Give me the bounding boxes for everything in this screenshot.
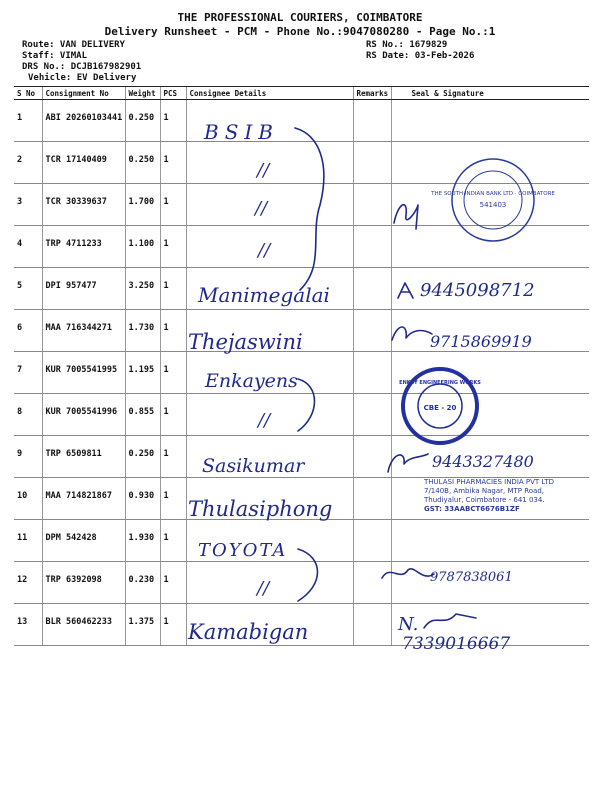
cell-pcs: 1 bbox=[160, 478, 186, 520]
cell-pcs: 1 bbox=[160, 352, 186, 394]
cell-pcs: 1 bbox=[160, 268, 186, 310]
cell-remarks bbox=[353, 184, 391, 226]
bank-seal-icon bbox=[431, 155, 555, 245]
handwritten-thejaswini: Thejaswini bbox=[188, 330, 303, 354]
handwritten-ditto: // bbox=[257, 160, 270, 181]
cell-sno: 9 bbox=[14, 436, 42, 478]
seal-enkey-name: ENKEY ENGINEERING WORKS bbox=[399, 380, 481, 386]
cell-sno: 2 bbox=[14, 142, 42, 184]
signature-icon bbox=[388, 193, 428, 233]
cell-pcs: 1 bbox=[160, 100, 186, 142]
signature-icon bbox=[384, 448, 432, 478]
cell-consignment: KUR 7005541995 bbox=[42, 352, 125, 394]
cell-sno: 5 bbox=[14, 268, 42, 310]
stamp-line-2: 7/140B, Ambika Nagar, MTP Road, bbox=[424, 487, 545, 495]
col-consignee: Consignee Details bbox=[186, 87, 353, 100]
cell-sno: 12 bbox=[14, 562, 42, 604]
cell-signature bbox=[391, 520, 589, 562]
cell-sno: 7 bbox=[14, 352, 42, 394]
cell-consignment: BLR 560462233 bbox=[42, 604, 125, 646]
stamp-line-3: Thudiyalur, Coimbatore - 641 034. bbox=[424, 496, 545, 504]
route-label: Route: VAN DELIVERY bbox=[22, 40, 125, 50]
cell-remarks bbox=[353, 310, 391, 352]
cell-weight: 0.250 bbox=[125, 142, 160, 184]
cell-consignment: TCR 17140409 bbox=[42, 142, 125, 184]
handwritten-phone-2: 9715869919 bbox=[430, 332, 532, 351]
handwritten-ditto: // bbox=[255, 198, 268, 219]
cell-weight: 1.375 bbox=[125, 604, 160, 646]
handwritten-phone-5: 7339016667 bbox=[402, 634, 511, 654]
pharmacy-stamp bbox=[424, 478, 564, 514]
cell-weight: 1.930 bbox=[125, 520, 160, 562]
signature-icon bbox=[378, 560, 438, 590]
ditto-brace-icon bbox=[290, 545, 340, 605]
cell-sno: 1 bbox=[14, 100, 42, 142]
handwritten-bsib: BSIB bbox=[204, 120, 279, 144]
enkey-seal-icon bbox=[400, 366, 480, 446]
staff-label: Staff: VIMAL bbox=[22, 51, 88, 61]
handwritten-ditto: // bbox=[258, 240, 271, 261]
handwritten-manimegalai: Manimegalai bbox=[198, 283, 330, 307]
cell-pcs: 1 bbox=[160, 394, 186, 436]
handwritten-toyota: TOYOTA bbox=[198, 540, 288, 561]
cell-weight: 1.730 bbox=[125, 310, 160, 352]
cell-weight: 0.250 bbox=[125, 436, 160, 478]
cell-consignment: KUR 7005541996 bbox=[42, 394, 125, 436]
handwritten-sasikumar: Sasikumar bbox=[202, 455, 305, 477]
stamp-line-1: THULASI PHARMACIES INDIA PVT LTD bbox=[424, 478, 555, 486]
col-seal-signature: Seal & Signature bbox=[391, 87, 589, 100]
handwritten-thulasiphong: Thulasiphong bbox=[188, 497, 333, 521]
handwritten-kamabigan: Kamabigan bbox=[188, 620, 309, 644]
cell-consignment: DPM 542428 bbox=[42, 520, 125, 562]
cell-consignment: TRP 6509811 bbox=[42, 436, 125, 478]
cell-remarks bbox=[353, 268, 391, 310]
cell-pcs: 1 bbox=[160, 436, 186, 478]
handwritten-ditto: // bbox=[257, 578, 270, 599]
cell-consignment: MAA 716344271 bbox=[42, 310, 125, 352]
cell-remarks bbox=[353, 226, 391, 268]
handwritten-phone-1: 9445098712 bbox=[420, 280, 535, 301]
cell-weight: 0.855 bbox=[125, 394, 160, 436]
cell-remarks bbox=[353, 394, 391, 436]
handwritten-phone-4: 9787838061 bbox=[430, 570, 513, 585]
col-consignment: Consignment No bbox=[42, 87, 125, 100]
cell-sno: 10 bbox=[14, 478, 42, 520]
cell-pcs: 1 bbox=[160, 310, 186, 352]
seal-enkey-code: CBE - 20 bbox=[423, 404, 457, 412]
seal-bank-code: 541403 bbox=[479, 201, 507, 209]
cell-sno: 6 bbox=[14, 310, 42, 352]
cell-remarks bbox=[353, 604, 391, 646]
cell-pcs: 1 bbox=[160, 520, 186, 562]
cell-pcs: 1 bbox=[160, 184, 186, 226]
col-sno: S No bbox=[14, 87, 42, 100]
table-header-row bbox=[14, 87, 589, 100]
cell-sno: 3 bbox=[14, 184, 42, 226]
cell-weight: 3.250 bbox=[125, 268, 160, 310]
cell-sno: 8 bbox=[14, 394, 42, 436]
seal-bank-name: THE SOUTH INDIAN BANK LTD · COIMBATORE bbox=[431, 191, 555, 197]
cell-sno: 13 bbox=[14, 604, 42, 646]
signature-icon bbox=[395, 280, 417, 302]
cell-consignment: MAA 714821867 bbox=[42, 478, 125, 520]
cell-remarks bbox=[353, 100, 391, 142]
cell-remarks bbox=[353, 478, 391, 520]
handwritten-enkayens: Enkayens bbox=[205, 370, 298, 392]
company-title: THE PROFESSIONAL COURIERS, COIMBATORE bbox=[177, 11, 423, 24]
cell-remarks bbox=[353, 520, 391, 562]
drs-label: DRS No.: DCJB167982901 bbox=[22, 62, 142, 72]
runsheet-title: Delivery Runsheet - PCM - Phone No.:9047080280 - Page No.:1 bbox=[104, 25, 496, 38]
rs-number: RS No.: 1679829 bbox=[366, 40, 448, 50]
cell-remarks bbox=[353, 352, 391, 394]
rs-date: RS Date: 03-Feb-2026 bbox=[366, 51, 475, 61]
cell-remarks bbox=[353, 142, 391, 184]
stamp-line-4: GST: 33AABCT6676B1ZF bbox=[424, 505, 520, 513]
cell-weight: 1.700 bbox=[125, 184, 160, 226]
cell-pcs: 1 bbox=[160, 142, 186, 184]
cell-consignment: ABI 20260103441 bbox=[42, 100, 125, 142]
cell-consignment: TRP 4711233 bbox=[42, 226, 125, 268]
signature-icon bbox=[420, 608, 480, 634]
ditto-brace-icon bbox=[290, 375, 340, 435]
vehicle-label: Vehicle: EV Delivery bbox=[28, 73, 137, 83]
cell-pcs: 1 bbox=[160, 604, 186, 646]
cell-signature bbox=[391, 100, 589, 142]
cell-pcs: 1 bbox=[160, 226, 186, 268]
cell-weight: 0.230 bbox=[125, 562, 160, 604]
cell-weight: 0.250 bbox=[125, 100, 160, 142]
handwritten-initial: N. bbox=[398, 614, 419, 635]
ditto-brace-icon bbox=[290, 125, 350, 295]
cell-consignment: TRP 6392098 bbox=[42, 562, 125, 604]
cell-sno: 4 bbox=[14, 226, 42, 268]
cell-consignment: TCR 30339637 bbox=[42, 184, 125, 226]
cell-weight: 1.100 bbox=[125, 226, 160, 268]
cell-sno: 11 bbox=[14, 520, 42, 562]
cell-weight: 1.195 bbox=[125, 352, 160, 394]
cell-weight: 0.930 bbox=[125, 478, 160, 520]
cell-consignment: DPI 957477 bbox=[42, 268, 125, 310]
cell-pcs: 1 bbox=[160, 562, 186, 604]
col-remarks: Remarks bbox=[353, 87, 391, 100]
col-pcs: PCS bbox=[160, 87, 186, 100]
handwritten-phone-3: 9443327480 bbox=[432, 452, 534, 471]
handwritten-ditto: // bbox=[258, 410, 271, 431]
col-weight: Weight bbox=[125, 87, 160, 100]
